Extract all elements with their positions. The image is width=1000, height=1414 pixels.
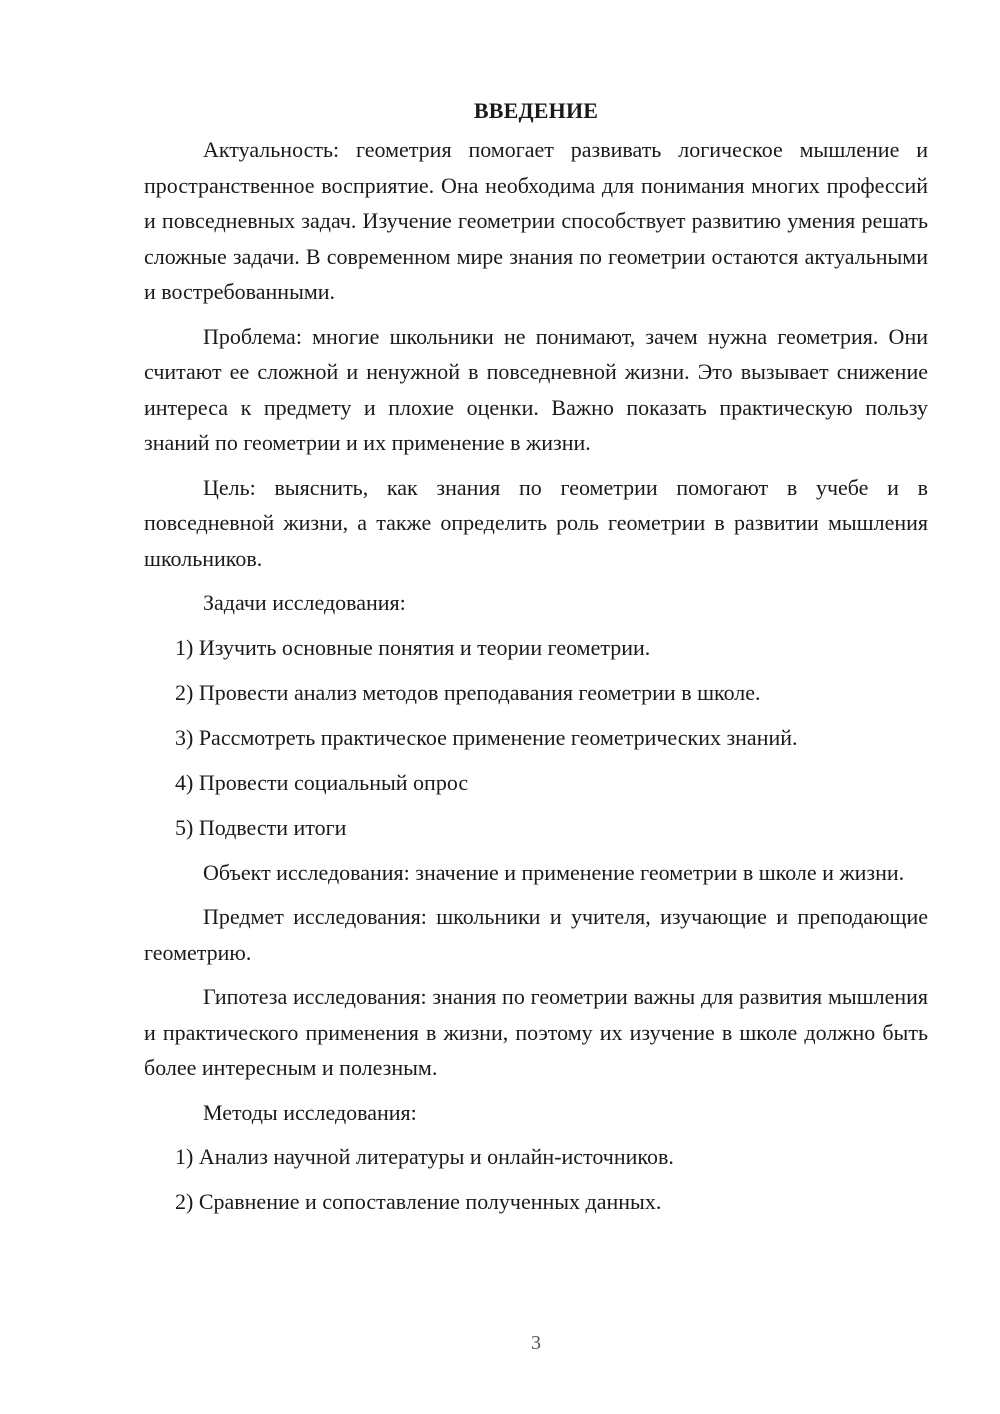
page-content <box>144 94 928 1229</box>
method-item: 1) Анализ научной литературы и онлайн-источников. <box>175 1144 674 1169</box>
subject-paragraph: Предмет исследования: школьники и учителя, изучающие и преподающие геометрию. <box>144 904 928 965</box>
relevance-paragraph: Актуальность: геометрия помогает развивать логическое мышление и пространственное восприятие. Она необходима для понимания многих профессий и повседневных задач. Изучение геометрии способствует развитию умения решать сложные задачи. В современном мире знания по геометрии остаются актуальными и востребованными. <box>144 137 928 304</box>
task-item: 1) Изучить основные понятия и теории геометрии. <box>175 634 651 660</box>
tasks-title: Задачи исследования: <box>203 590 406 615</box>
goal-paragraph: Цель: выяснить, как знания по геометрии помогают в учебе и в повседневной жизни, а также определить роль геометрии в развитии мышления школьников. <box>144 474 928 571</box>
page-number: 3 <box>531 1332 541 1354</box>
method-item: 2) Сравнение и сопоставление полученных данных. <box>175 1189 662 1214</box>
task-item: 4) Провести социальный опрос <box>175 769 469 795</box>
task-item: 5) Подвести итоги <box>175 814 347 840</box>
problem-paragraph: Проблема: многие школьники не понимают, зачем нужна геометрия. Они считают ее сложной и ненужной в повседневной жизни. Это вызывает снижение интереса к предмету и плохие оценки. Важно показать практическую пользу знаний по геометрии и их применение в жизни. <box>144 323 928 455</box>
section-heading: ВВЕДЕНИЕ <box>473 98 599 123</box>
methods-title: Методы исследования: <box>203 1099 417 1125</box>
task-item: 2) Провести анализ методов преподавания геометрии в школе. <box>175 679 761 705</box>
hypothesis-paragraph: Гипотеза исследования: знания по геометрии важны для развития мышления и практического применения в жизни, поэтому их изучение в школе должно быть более интересным и полезным. <box>144 984 928 1080</box>
object-paragraph: Объект исследования: значение и применение геометрии в школе и жизни. <box>203 859 905 885</box>
task-item: 3) Рассмотреть практическое применение геометрических знаний. <box>175 724 798 750</box>
